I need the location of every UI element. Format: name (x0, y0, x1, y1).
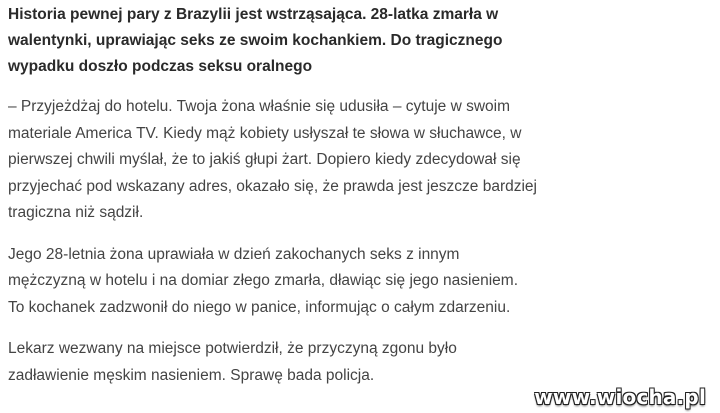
article-lead: Historia pewnej pary z Brazylii jest wstrząsająca. 28-latka zmarła w walentynki, uprawiając seks ze swoim kochankiem. Do tragicznego wypadku doszło podczas seksu oralnego (8, 6, 503, 75)
article-paragraph-2: Jego 28-letnia żona uprawiała w dzień zakochanych seks z innym mężczyzną w hotelu i na domiar złego zmarła, dławiąc się jego nasieniem. To kochanek zadzwonił do niego w panice, informując o całym zdarzeniu. (8, 245, 519, 316)
article-paragraph-3: Lekarz wezwany na miejsce potwierdził, że przyczyną zgonu było zadławienie męskim nasieniem. Sprawę bada policja. (8, 340, 457, 384)
site-watermark: www.wiocha.pl (534, 385, 706, 409)
article-paragraph-1: – Przyjeżdżaj do hotelu. Twoja żona właśnie się udusiła – cytuje w swoim materiale America TV. Kiedy mąż kobiety usłyszał te słowa w słuchawce, w pierwszej chwili myślał, że to jakiś głupi żart. Dopiero kiedy zdecydował się przyjechać pod wskazany adres, okazało się, że prawda jest jeszcze bardziej tragiczna niż sądził. (8, 98, 537, 221)
article (8, 0, 708, 404)
